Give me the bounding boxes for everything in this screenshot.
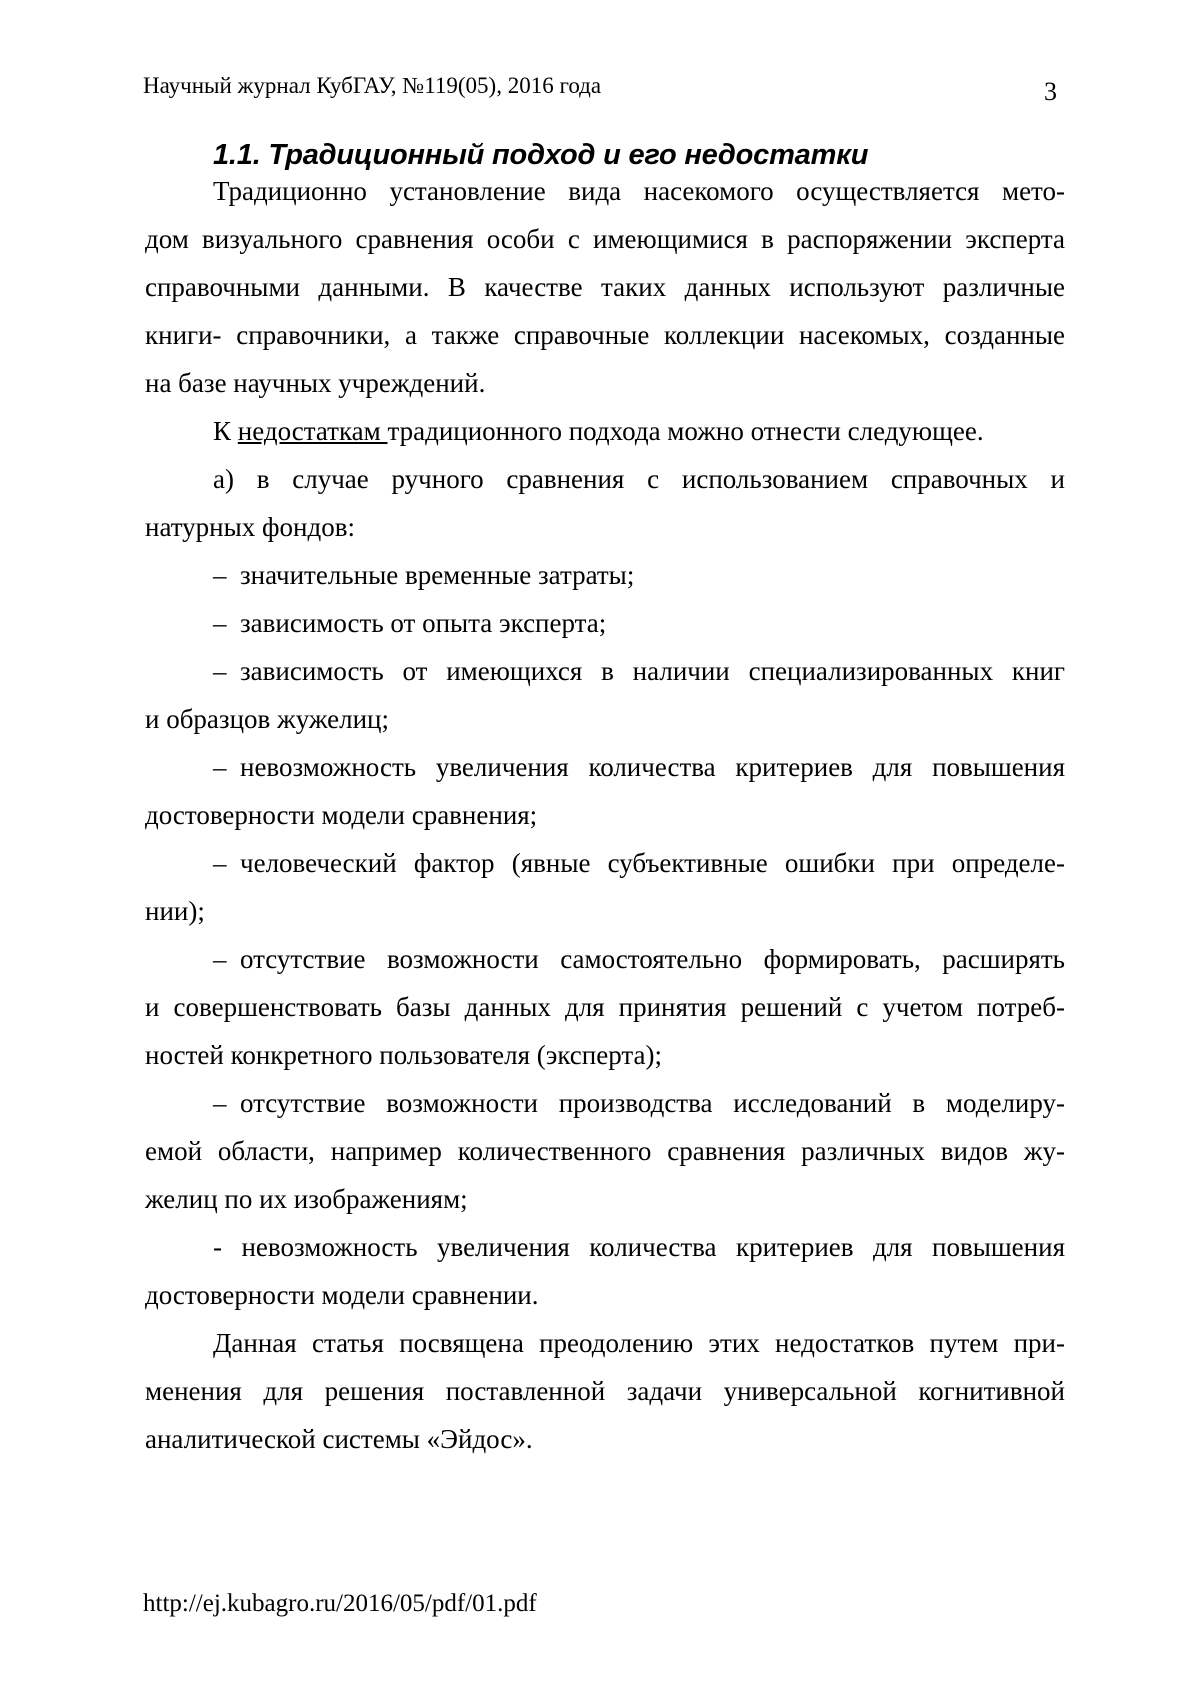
footer-url: http://ej.kubagro.ru/2016/05/pdf/01.pdf [143, 1590, 537, 1617]
underlined-text: недостаткам [237, 416, 388, 446]
list-item-line: достоверности модели сравнения; [145, 800, 538, 830]
list-item-line: и совершенствовать базы данных для принятия решений с учетом потреб- [145, 992, 1065, 1022]
paragraph-line: а) в случае ручного сравнения с использованием справочных и [213, 464, 1065, 494]
list-item-line: - невозможность увеличения количества критериев для повышения [213, 1232, 1065, 1262]
text-run: традиционного подхода можно отнести следующее. [387, 416, 984, 446]
text-run: К [213, 416, 238, 446]
list-item-line: нии); [145, 896, 205, 926]
list-item-line: – человеческий фактор (явные субъективные ошибки при определе- [213, 848, 1065, 878]
document-body [145, 167, 1065, 1463]
paragraph-line: справочными данными. В качестве таких данных используют различные [145, 272, 1065, 302]
list-item-line: достоверности модели сравнении. [145, 1280, 539, 1310]
list-item-line: – значительные временные затраты; [213, 560, 635, 590]
paragraph-line: натурных фондов: [145, 512, 355, 542]
paragraph-line: дом визуального сравнения особи с имеющимися в распоряжении эксперта [145, 224, 1065, 254]
section-title: 1.1. Традиционный подход и его недостатки [213, 139, 869, 171]
paragraph-line: аналитической системы «Эйдос». [145, 1424, 533, 1454]
list-item-line: – невозможность увеличения количества критериев для повышения [213, 752, 1065, 782]
list-item-line: емой области, например количественного сравнения различных видов жу- [145, 1136, 1065, 1166]
list-item-line: – зависимость от опыта эксперта; [213, 608, 607, 638]
list-item-line: желиц по их изображениям; [145, 1184, 468, 1214]
paragraph-line [145, 407, 1065, 455]
paragraph-line: менения для решения поставленной задачи универсальной когнитивной [145, 1376, 1065, 1406]
paragraph-line: Традиционно установление вида насекомого осуществляется мето- [213, 176, 1065, 206]
list-item-line: – отсутствие возможности самостоятельно формировать, расширять [213, 944, 1065, 974]
list-item-line: и образцов жужелиц; [145, 704, 389, 734]
paragraph-line: книги- справочники, а также справочные коллекции насекомых, созданные [145, 320, 1065, 350]
list-item-line: – зависимость от имеющихся в наличии специализированных книг [213, 656, 1065, 686]
journal-title: Научный журнал КубГАУ, №119(05), 2016 года [143, 73, 602, 98]
paragraph-line: Данная статья посвящена преодолению этих недостатков путем при- [213, 1328, 1065, 1358]
list-item-line: – отсутствие возможности производства исследований в моделиру- [213, 1088, 1065, 1118]
list-item-line: ностей конкретного пользователя (эксперта); [145, 1040, 662, 1070]
page-header [143, 70, 1065, 106]
paragraph-line: на базе научных учреждений. [145, 368, 486, 398]
page-number: 3 [1044, 77, 1057, 106]
